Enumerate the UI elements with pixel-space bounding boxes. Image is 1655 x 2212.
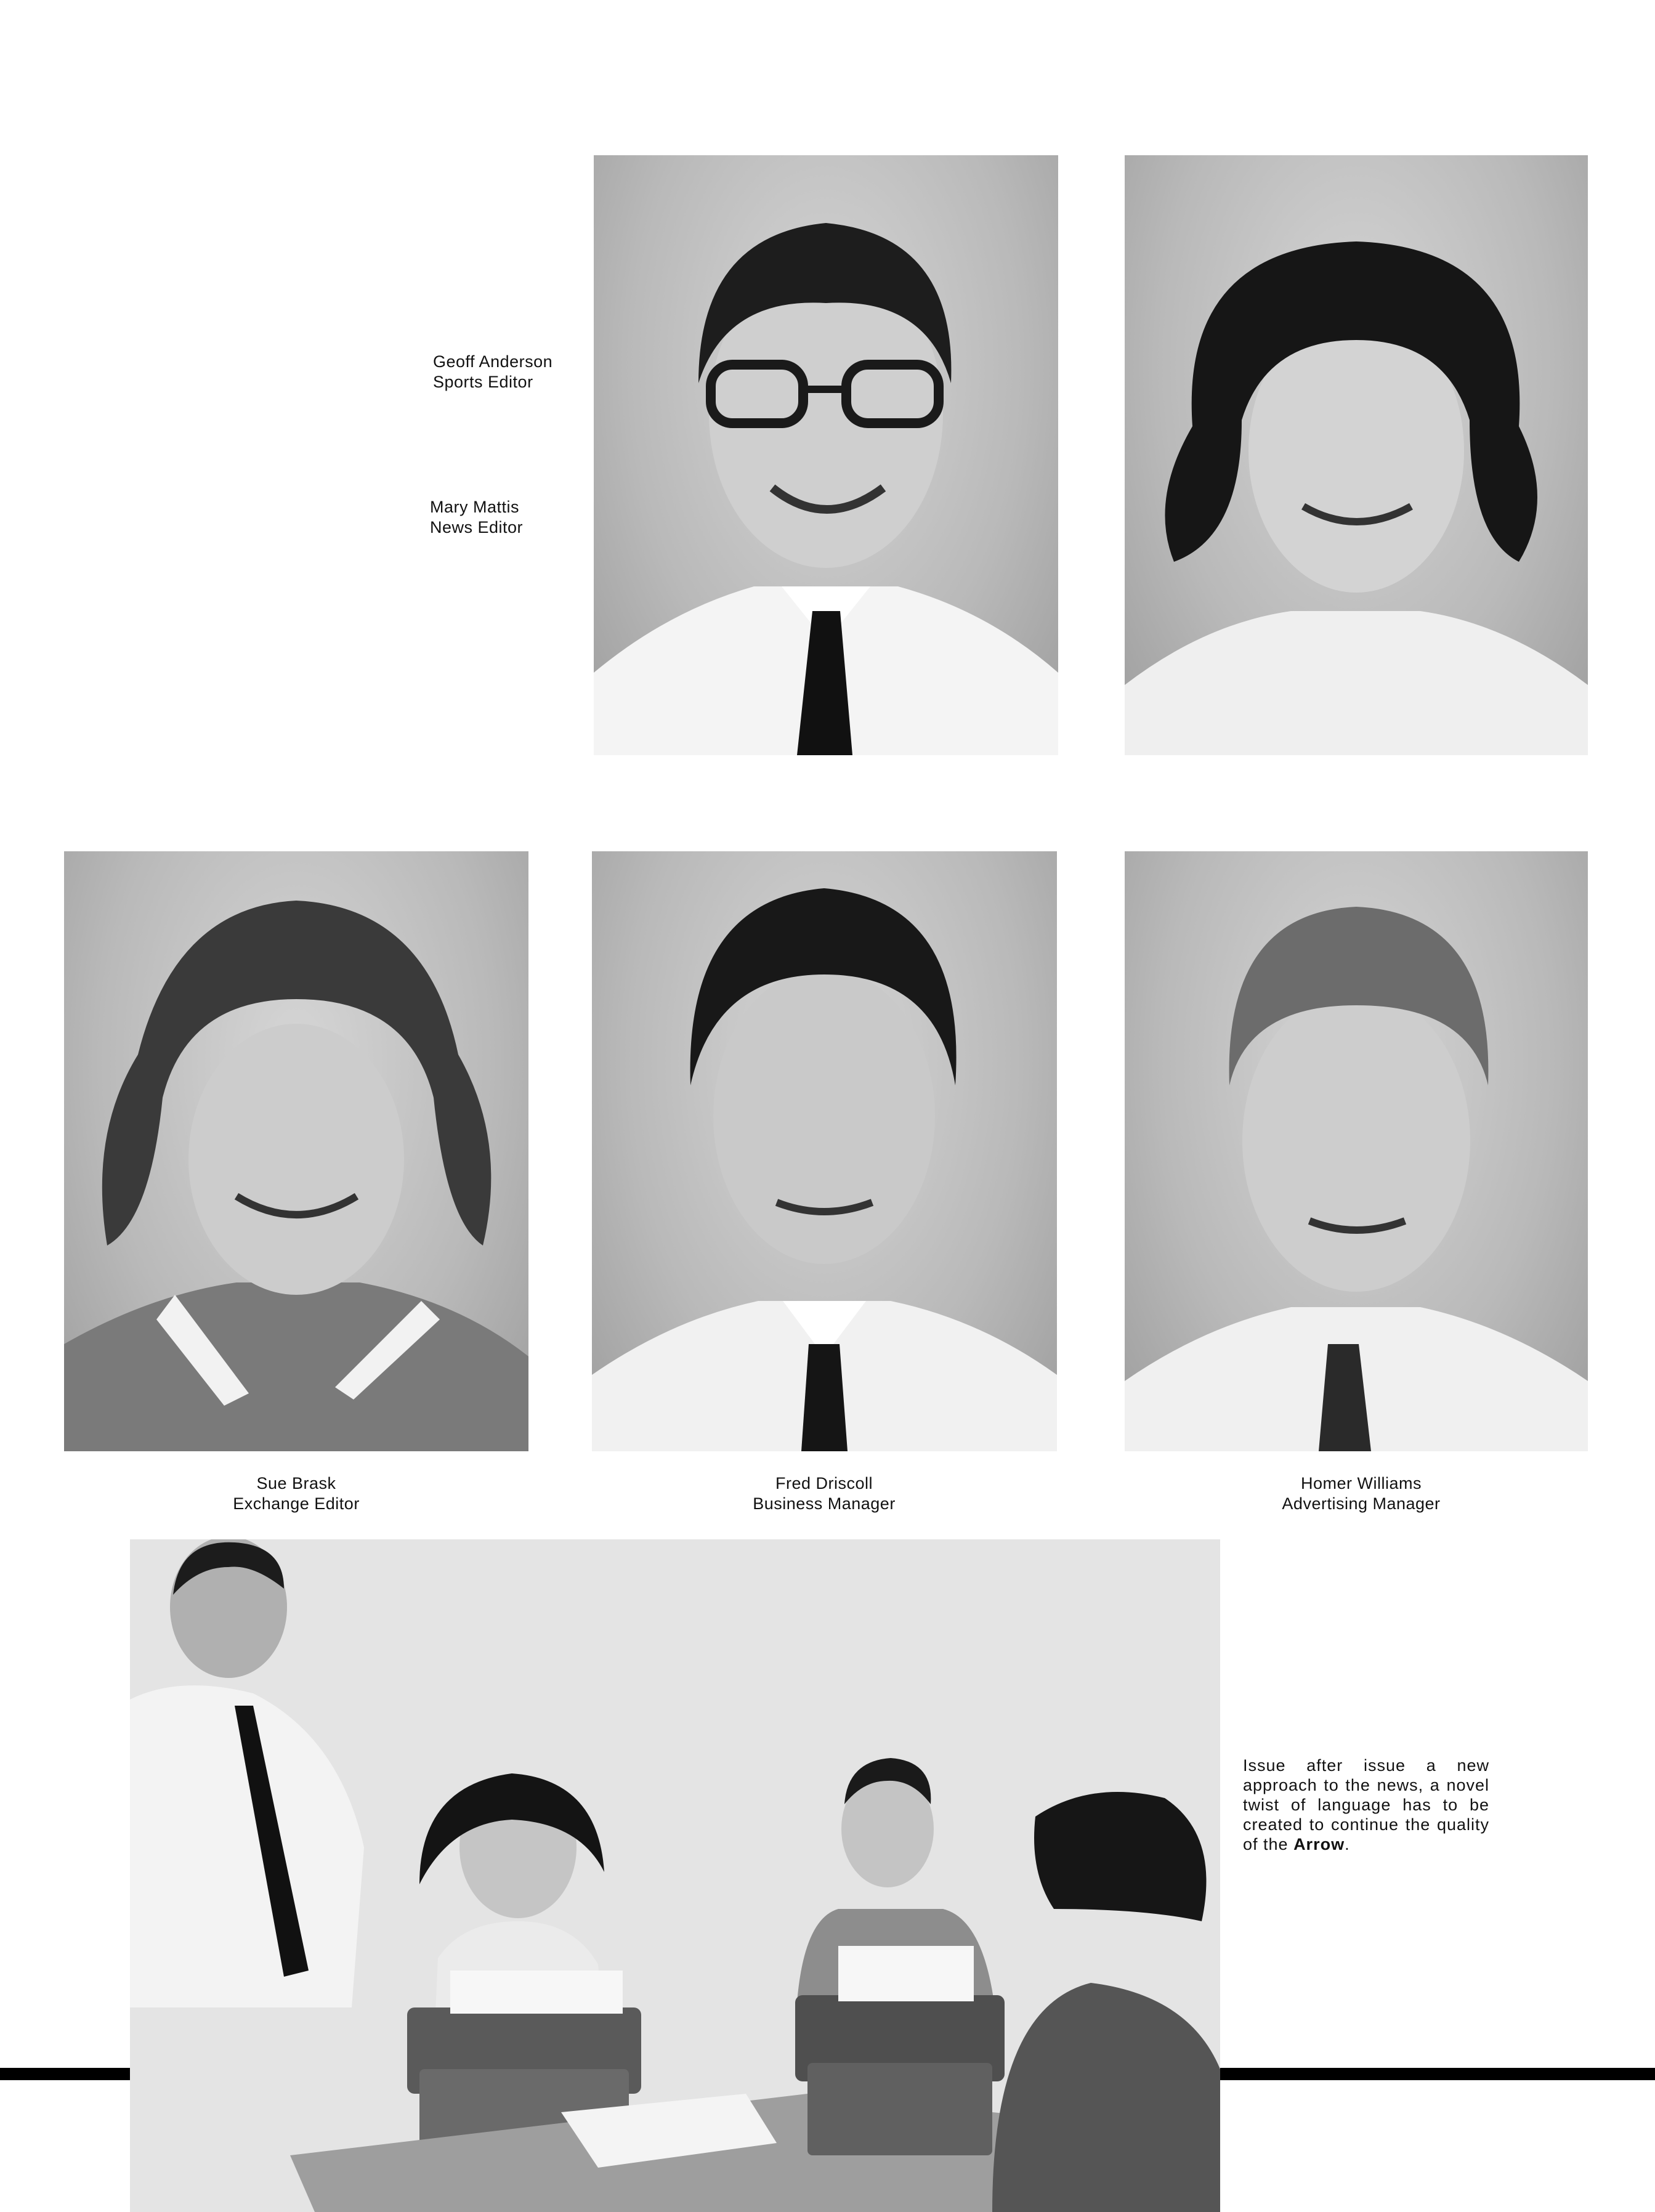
portrait-photo-geoff-anderson bbox=[594, 155, 1058, 755]
caption-role: Business Manager bbox=[753, 1494, 896, 1513]
blurb-body: Issue after issue a new approach to the news, a novel twist of language has to be created to continue the quality of the bbox=[1243, 1756, 1489, 1853]
portrait-photo-mary-mattis bbox=[1125, 155, 1588, 755]
caption-name: Mary Mattis bbox=[430, 498, 520, 516]
portrait-photo-homer-williams bbox=[1125, 851, 1588, 1451]
group-photo-newsroom bbox=[130, 1539, 1220, 2212]
caption-name: Geoff Anderson bbox=[433, 352, 553, 371]
blurb-end: . bbox=[1345, 1835, 1350, 1853]
caption-name: Fred Driscoll bbox=[775, 1474, 873, 1493]
portrait-photo-fred-driscoll bbox=[592, 851, 1057, 1451]
portrait-photo-sue-brask bbox=[64, 851, 528, 1451]
caption-role: Sports Editor bbox=[433, 373, 533, 391]
caption-sue-brask bbox=[173, 1473, 419, 1514]
caption-role: News Editor bbox=[430, 518, 524, 537]
caption-fred-driscoll bbox=[701, 1473, 947, 1514]
rule-left bbox=[0, 2068, 130, 2080]
caption-geoff-anderson bbox=[433, 352, 552, 392]
caption-name: Sue Brask bbox=[256, 1474, 336, 1493]
caption-homer-williams bbox=[1226, 1473, 1497, 1514]
rule-right bbox=[1220, 2068, 1655, 2080]
caption-name: Homer Williams bbox=[1301, 1474, 1422, 1493]
caption-role: Exchange Editor bbox=[233, 1494, 360, 1513]
caption-mary-mattis bbox=[430, 497, 523, 538]
caption-role: Advertising Manager bbox=[1282, 1494, 1441, 1513]
blurb-emphasis: Arrow bbox=[1293, 1835, 1345, 1853]
blurb-text bbox=[1243, 1756, 1489, 1854]
